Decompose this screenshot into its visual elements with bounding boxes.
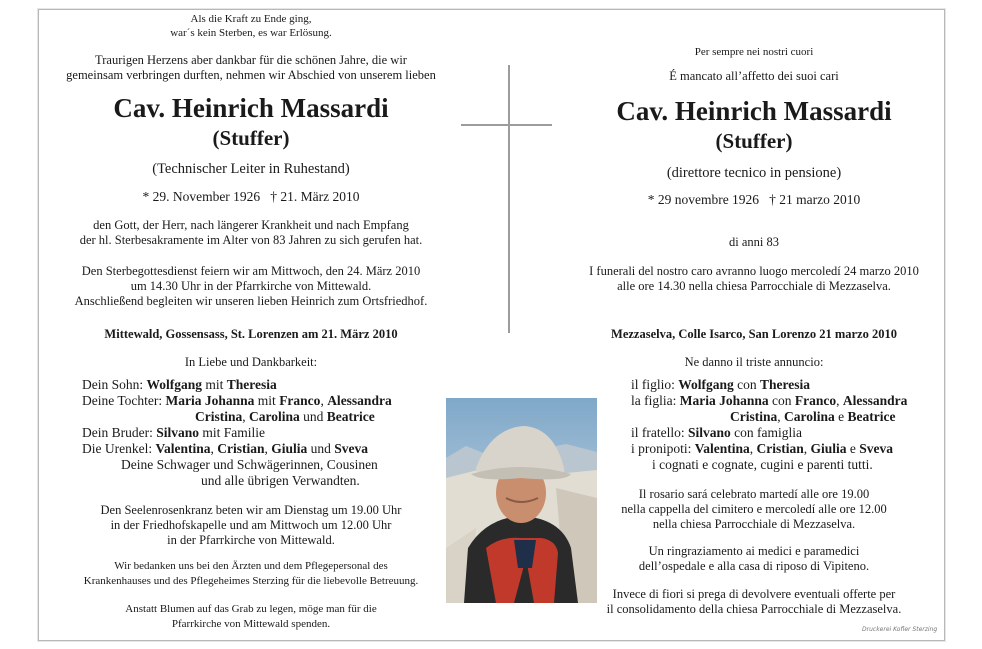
funeral-line-1: Den Sterbegottesdienst feiern wir am Mittwoch, den 24. März 2010 xyxy=(81,264,421,278)
thanks-line-2: Krankenhauses und des Pflegeheimes Sterzing für die liebevolle Betreuung. xyxy=(83,575,419,587)
deceased-role: (Technischer Leiter in Ruhestand) xyxy=(152,161,350,177)
it-funeral-line-2: alle ore 14.30 nella chiesa Parrocchiale di Mezzaselva. xyxy=(617,279,891,293)
it-rosary-line-2: nella cappella del cimitero e mercoledí alle ore 12.00 xyxy=(621,502,887,516)
intro-line-2: gemeinsam verbringen durften, nehmen wir Abschied von unserem lieben xyxy=(66,68,436,82)
deceased-nickname: (Stuffer) xyxy=(212,126,290,150)
death-line-2: der hl. Sterbesakramente im Alter von 83 Jahren zu sich gerufen hat. xyxy=(79,233,423,247)
it-relative-brother: il fratello: Silvano con famiglia xyxy=(631,425,802,440)
relative-brother: Dein Bruder: Silvano mit Familie xyxy=(82,425,266,440)
it-relative-daughters-cont: Cristina, Carolina e Beatrice xyxy=(730,409,896,424)
it-announce: Ne danno il triste annuncio: xyxy=(684,355,824,369)
relative-daughter: Deine Tochter: Maria Johanna mit Franco, Alessandra xyxy=(82,393,392,408)
it-deceased-name: Cav. Heinrich Massardi xyxy=(616,96,892,126)
death-line-1: den Gott, der Herr, nach längerer Krankheit und nach Empfang xyxy=(93,218,409,232)
it-age: di anni 83 xyxy=(729,235,779,249)
it-flowers-line-1: Invece di fiori si prega di devolvere eventuali offerte per xyxy=(612,587,896,601)
it-relative-others: i cognati e cognate, cugini e parenti tutti. xyxy=(652,457,873,472)
italian-column-bottom xyxy=(556,0,952,649)
life-dates: * 29. November 1926 † 21. März 2010 xyxy=(142,189,360,204)
it-verse: Per sempre nei nostri cuori xyxy=(694,46,814,58)
funeral-line-2: um 14.30 Uhr in der Pfarrkirche von Mittewald. xyxy=(130,279,372,293)
it-funeral-line-1: I funerali del nostro caro avranno luogo mercoledí 24 marzo 2010 xyxy=(589,264,919,278)
it-rosary-line-3: nella chiesa Parrocchiale di Mezzaselva. xyxy=(652,517,856,531)
relative-great-grandchildren: Die Urenkel: Valentina, Cristian, Giulia und Sveva xyxy=(82,441,369,456)
relative-others: und alle übrigen Verwandten. xyxy=(201,473,360,488)
relative-daughters-cont: Cristina, Carolina und Beatrice xyxy=(195,409,375,424)
funeral-line-3: Anschließend begleiten wir unseren lieben Heinrich zum Ortsfriedhof. xyxy=(74,294,428,308)
it-rosary-line-1: Il rosario sará celebrato martedí alle ore 19.00 xyxy=(638,487,870,501)
german-column-bottom xyxy=(60,0,442,649)
cross-vertical xyxy=(508,65,510,333)
it-relative-daughter: la figlia: Maria Johanna con Franco, Alessandra xyxy=(631,393,908,408)
verse-line-2: war´s kein Sterben, es war Erlösung. xyxy=(170,27,332,39)
it-thanks-line-1: Un ringraziamento ai medici e paramedici xyxy=(648,544,860,558)
thanks-line-1: Wir bedanken uns bei den Ärzten und dem Pflegepersonal des xyxy=(114,560,388,572)
printer-credit: Druckerei Kofler Sterzing xyxy=(862,626,938,633)
it-life-dates: * 29 novembre 1926 † 21 marzo 2010 xyxy=(647,192,861,207)
intro-line-1: Traurigen Herzens aber dankbar für die schönen Jahre, die wir xyxy=(95,53,407,67)
rosary-line-3: in der Pfarrkirche von Mittewald. xyxy=(167,533,335,547)
it-relative-great-grandchildren: i pronipoti: Valentina, Cristian, Giulia e Sveva xyxy=(631,441,894,456)
it-intro: É mancato all’affetto dei suoi cari xyxy=(669,69,839,83)
love-heading: In Liebe und Dankbarkeit: xyxy=(184,355,318,369)
cross-horizontal xyxy=(461,124,552,126)
place-date: Mittewald, Gossensass, St. Lorenzen am 21. März 2010 xyxy=(104,327,398,341)
flowers-line-1: Anstatt Blumen auf das Grab zu legen, möge man für die xyxy=(125,603,377,615)
it-thanks-line-2: dell’ospedale e alla casa di riposo di Vipiteno. xyxy=(638,559,870,573)
relative-son: Dein Sohn: Wolfgang mit Theresia xyxy=(82,377,277,392)
it-flowers-line-2: il consolidamento della chiesa Parrocchiale di Mezzaselva. xyxy=(606,602,902,616)
relative-in-laws: Deine Schwager und Schwägerinnen, Cousinen xyxy=(121,457,378,472)
flowers-line-2: Pfarrkirche von Mittewald spenden. xyxy=(171,618,331,630)
deceased-name: Cav. Heinrich Massardi xyxy=(113,93,389,123)
it-relative-son: il figlio: Wolfgang con Theresia xyxy=(631,377,811,392)
verse-line-1: Als die Kraft zu Ende ging, xyxy=(190,13,312,25)
it-deceased-role: (direttore tecnico in pensione) xyxy=(666,165,842,181)
it-deceased-nickname: (Stuffer) xyxy=(715,129,793,153)
rosary-line-2: in der Friedhofskapelle und am Mittwoch um 12.00 Uhr xyxy=(110,518,392,532)
it-place-date: Mezzaselva, Colle Isarco, San Lorenzo 21 marzo 2010 xyxy=(611,327,897,341)
rosary-line-1: Den Seelenrosenkranz beten wir am Dienstag um 19.00 Uhr xyxy=(100,503,402,517)
